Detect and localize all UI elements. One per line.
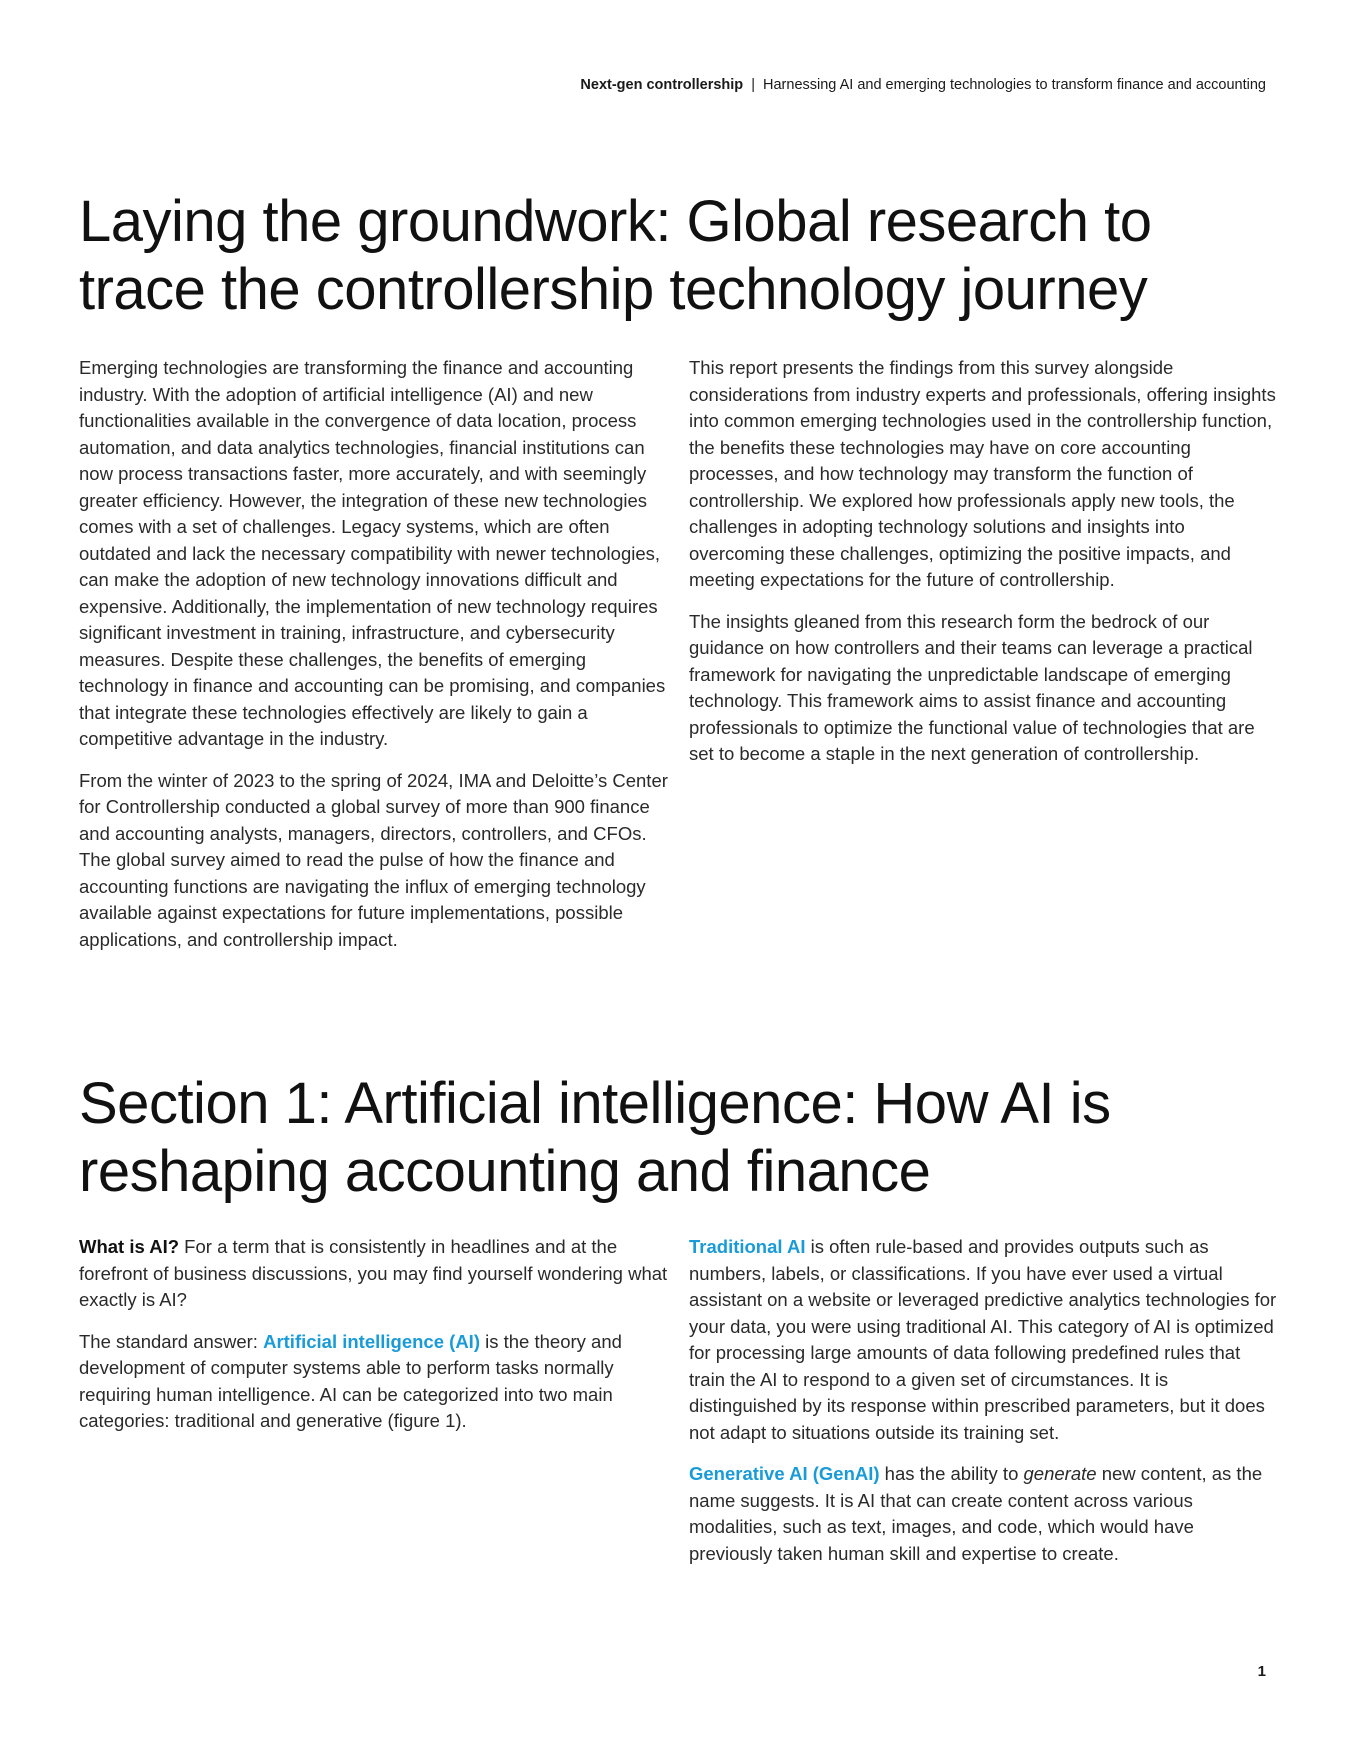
generative-ai-paragraph [689, 1461, 1279, 1567]
standard-answer-before: The standard answer: [79, 1330, 264, 1352]
header-brand: Next-gen controllership [580, 77, 744, 93]
traditional-ai-term: Traditional AI [689, 1236, 806, 1257]
what-is-ai-text: For a term that is consistently in headlines and at the forefront of business discussions, you may find yourself wondering what exactly is AI? [79, 1236, 668, 1310]
intro-title: Laying the groundwork: Global research to trace the controllership technology journey [79, 189, 1152, 322]
header-subtitle: Harnessing AI and emerging technologies to transform finance and accounting [763, 77, 1266, 93]
ai-term: Artificial intelligence (AI) [263, 1330, 480, 1352]
traditional-ai-paragraph [689, 1234, 1279, 1446]
section1-title: Section 1: Artificial intelligence: How AI is reshaping accounting and finance [79, 1071, 1111, 1204]
intro-right-column [689, 355, 1279, 783]
running-header [580, 77, 1266, 93]
standard-answer-paragraph [79, 1329, 669, 1435]
intro-paragraph: Emerging technologies are transforming the finance and accounting industry. With the adoption of artificial intelligence (AI) and new functionalities available in the convergence of data location, process automation, and data analytics technologies, financial institutions can now process transactions faster, more accurately, and with seemingly greater efficiency. However, the integration of these new technologies comes with a set of challenges. Legacy systems, which are often outdated and lack the necessary compatibility with newer technologies, can make the adoption of new technology innovations difficult and expensive. Additionally, the implementation of new technology requires significant investment in training, infrastructure, and cybersecurity measures. Despite these challenges, the benefits of emerging technology in finance and accounting can be promising, and companies that integrate these technologies effectively are likely to gain a competitive advantage in the industry. [79, 357, 666, 749]
generative-ai-before: has the ability to [879, 1463, 1024, 1484]
intro-left-column [79, 355, 669, 968]
standard-answer-after: is the theory and development of computer systems able to perform tasks normally requiring human intelligence. AI can be categorized into two main categories: traditional and generative (figure 1). [79, 1330, 622, 1431]
section1-left-column [79, 1234, 669, 1450]
what-is-ai-paragraph [79, 1234, 669, 1314]
header-separator: | [751, 77, 755, 93]
generate-emphasis: generate [1023, 1463, 1097, 1484]
page-number: 1 [1257, 1663, 1266, 1680]
intro-paragraph: This report presents the findings from this survey alongside considerations from industry experts and professionals, offering insights into common emerging technologies used in the controllership function, the benefits these technologies may have on core accounting processes, and how technology may transform the function of controllership. We explored how professionals apply new tools, the challenges in adopting technology solutions and insights into overcoming these challenges, optimizing the positive impacts, and meeting expectations for the future of controllership. [689, 357, 1276, 590]
generative-ai-term: Generative AI (GenAI) [689, 1463, 880, 1484]
generative-ai-after: new content, as the name suggests. It is AI that can create content across various modalities, such as text, images, and code, which would have previously taken human skill and expertise to create. [689, 1463, 1263, 1564]
what-is-ai-lead: What is AI? [79, 1236, 180, 1257]
section1-right-column [689, 1234, 1279, 1582]
traditional-ai-text: is often rule-based and provides outputs such as numbers, labels, or classifications. If you have ever used a virtual assistant on a website or leveraged predictive analytics technologies for your data, you were using traditional AI. This category of AI is optimized for processing large amounts of data following predefined rules that train the AI to respond to a given set of circumstances. It is distinguished by its response within prescribed parameters, but it does not adapt to situations outside its training set. [689, 1236, 1277, 1443]
intro-paragraph: The insights gleaned from this research form the bedrock of our guidance on how controllers and their teams can leverage a practical framework for navigating the unpredictable landscape of emerging technology. This framework aims to assist finance and accounting professionals to optimize the functional value of technologies that are set to become a staple in the next generation of controllership. [689, 610, 1255, 764]
intro-paragraph: From the winter of 2023 to the spring of 2024, IMA and Deloitte’s Center for Controllership conducted a global survey of more than 900 finance and accounting analysts, managers, directors, controllers, and CFOs. The global survey aimed to read the pulse of how the finance and accounting functions are navigating the influx of emerging technology available against expectations for future implementations, possible applications, and controllership impact. [79, 769, 668, 950]
